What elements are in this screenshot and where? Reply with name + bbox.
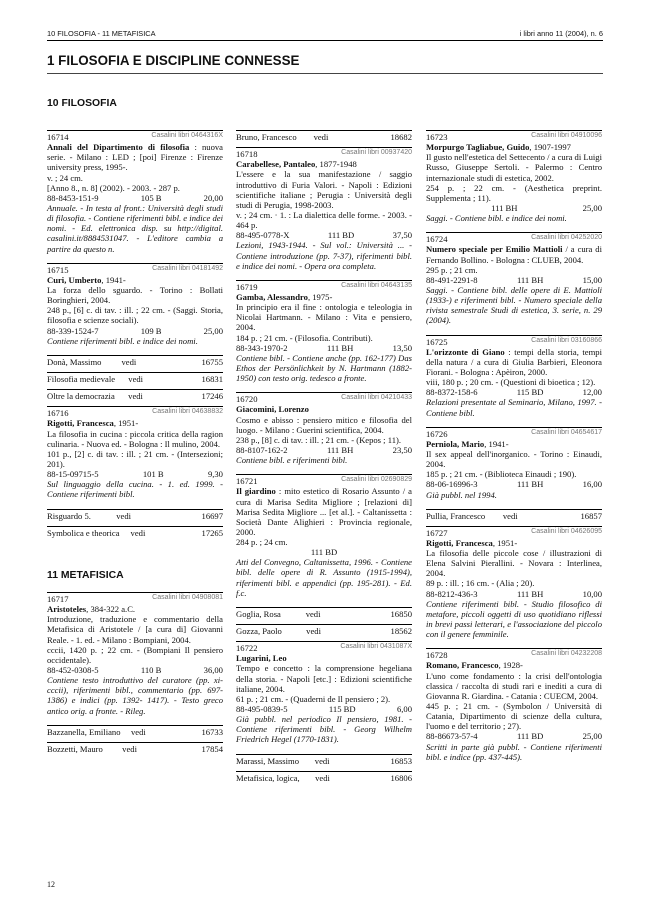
xref-vedi: vedi [116, 510, 132, 521]
xref-number: 18682 [390, 132, 412, 142]
entry-heading [236, 486, 412, 537]
xref-name: Marassi, Massimo [236, 755, 300, 766]
entry-physical: 101 p., [2] c. di tav. : ill. ; 21 cm. - (Intersezioni; 201). [47, 448, 223, 469]
casalini-code: Casalini libri 04252020 [531, 234, 602, 242]
catalog-entry [236, 280, 412, 383]
price: 16,00 [582, 479, 602, 490]
entry-number: 16723 [426, 132, 448, 142]
entry-heading [236, 159, 412, 169]
entry-number: 16722 [236, 643, 258, 654]
entry-note: Saggi. - Contiene bibl. delle opere di E. Mattioli (1933-) e riferimenti bibl. - Numero speciale della rivista semestrale Studi di estetica, 3. serie, n. 29 (2004). [426, 284, 602, 326]
entry-note: Sul linguaggio della cucina. - 1. ed. 1999. - Contiene riferimenti bibl. [47, 479, 223, 500]
cross-reference [47, 509, 223, 526]
isbn: 88-491-2291-8 [426, 274, 478, 285]
entry-body: , 1941- [101, 274, 126, 285]
entry-body: , 384-322 a.C. [86, 604, 136, 615]
entry-note: Lezioni, 1943-1944. - Sul vol.: Università ... - Contiene introduzione (pp. 7-37), riferimenti bibl. e indice dei nomi. - Opera ora completa. [236, 240, 412, 271]
entry-number: 16716 [47, 408, 69, 419]
entry-physical: 248 p., [6] c. di tav. : ill. ; 22 cm. - (Saggi. Storia, filosofia e scienze sociali). [47, 305, 223, 326]
entry-physical: v. ; 24 cm. · 1. : La dialettica delle forme. - 2003. - 464 p. [236, 209, 412, 231]
xref-number: 17265 [201, 527, 223, 538]
xref-number: 16831 [201, 373, 223, 384]
entry-physical: [Anno 8., n. 8] (2002). - 2003. - 287 p. [47, 182, 180, 193]
entry-heading [236, 292, 412, 302]
entry-id-line [236, 394, 412, 404]
xref-vedi: vedi [128, 373, 144, 384]
casalini-code: Casalini libri 04908081 [152, 594, 223, 602]
entry-body: , 1877-1948 [315, 159, 357, 170]
entry-description: L'uno come fondamento : la crisi dell'ontologia classica / raccolta di studi rari e inediti a cura di Giovanna R. Giardina. - Catania : CUECM, 2004. [426, 670, 602, 701]
xref-number: 16857 [580, 510, 602, 521]
entry-description: In principio era il fine : ontologia e teleologia in Nicolai Hartmann. - Milano : Vita e pensiero, 2004. [236, 302, 412, 333]
isbn: 88-8212-436-3 [426, 588, 478, 599]
entry-head: Lugarini, Leo [236, 653, 287, 664]
entry-isbn-line [426, 479, 602, 489]
cross-reference [236, 624, 412, 641]
entry-note: Saggi. - Contiene bibl. e indice dei nomi. [426, 213, 567, 224]
isbn: 88-86673-57-4 [426, 731, 478, 742]
class-code: 101 B [142, 469, 164, 480]
entry-physical: 89 p. : ill. ; 16 cm. - (Alia ; 20). [426, 578, 535, 589]
header-rule [47, 40, 603, 41]
cross-reference [236, 754, 412, 771]
price: 23,50 [392, 444, 412, 455]
catalog-entry [47, 406, 223, 499]
class-code: 110 B [140, 665, 162, 676]
class-code: 111 BH [516, 274, 544, 285]
xref-number: 16850 [390, 608, 412, 619]
entry-number: 16717 [47, 594, 69, 605]
catalog-entry [426, 427, 602, 500]
entry-id-line [236, 476, 412, 486]
entry-id-line [236, 149, 412, 159]
price: 10,00 [582, 588, 602, 599]
catalog-entry [426, 130, 602, 223]
isbn: 88-495-0778-X [236, 230, 290, 241]
entry-head: Annali del Dipartimento di filosofia [47, 142, 190, 153]
casalini-code: Casalini libri 04232208 [531, 650, 602, 658]
column-3 [426, 130, 602, 771]
entry-heading [426, 244, 602, 264]
casalini-code: Casalini libri 04181492 [152, 264, 223, 272]
entry-body: , 1951- [492, 537, 518, 548]
entry-description: Il gusto nell'estetica del Settecento / a cura di Luigi Russo, Giuseppe Sertoli. - Palermo : Centro internazionale studi di estetica, 2002. [426, 152, 602, 183]
entry-physical: cccii, 1420 p. ; 22 cm. - (Bompiani Il pensiero occidentale). [47, 644, 223, 665]
entry-note: Già pubbl. nel periodico Il pensiero, 1981. - Contiene riferimenti bibl. - Georg Wilhelm Friedrich Hegel (1770-1831). [236, 714, 412, 745]
xref-name: Bozzetti, Mauro [47, 743, 103, 754]
price: 25,00 [582, 202, 602, 213]
entry-head: Curi, Umberto [47, 274, 102, 285]
price: 20,00 [203, 192, 223, 203]
price: 36,00 [203, 665, 223, 676]
entry-heading [426, 347, 602, 377]
entry-head: Rigotti, Francesca [47, 418, 114, 429]
isbn: 88-8372-158-6 [426, 387, 478, 398]
isbn: 88-8453-151-9 [47, 192, 99, 203]
entry-note: Atti del Convegno, Caltanissetta, 1996. - Contiene bibl. delle opere di R. Assunto (1915-1994), riferimenti bibl. e appendici (pp. 195-281). - Ed. f.c. [236, 557, 412, 598]
catalog-entry [236, 392, 412, 465]
class-code: 111 BD [310, 547, 338, 558]
entry-heading [426, 439, 602, 449]
entry-physical: 61 p. ; 21 cm. - (Quaderni de Il pensiero ; 2). [236, 693, 391, 704]
xref-name: Metafisica, logica, [236, 772, 300, 783]
entry-number: 16715 [47, 264, 69, 275]
entry-note: Già pubbl. nel 1994. [426, 489, 497, 500]
entry-note: Contiene testo introduttivo del curatore (pp. xi-cccii), riferimenti bibl., commentario (pp. 697-1386) e indici (pp. 1392- 1417). - Testo greco antico orig. a fronte. - Rileg. [47, 675, 223, 716]
casalini-code: Casalini libri 04210433 [341, 394, 412, 402]
catalog-entry [47, 263, 223, 346]
isbn: 88-8107-162-2 [236, 444, 288, 455]
xref-name: Goglia, Rosa [236, 608, 281, 619]
entry-heading [236, 404, 412, 414]
entry-body: , 1907-1997 [529, 142, 571, 153]
entry-id-line [426, 132, 602, 142]
xref-vedi: vedi [502, 510, 518, 521]
entry-isbn-line [236, 343, 412, 353]
class-code: 105 B [140, 192, 162, 203]
xref-name: Donà, Massimo [47, 356, 102, 367]
xref-vedi: vedi [314, 755, 330, 766]
entry-body: : mito estetico di Rosario Assunto / a cura di Marisa Sedita Migliore ; [relazioni di] Marisa Sedita Migliore ... [et al.]. - Caltanissetta : Società Dante Alighieri : Provincia regionale, 2000. [236, 486, 412, 537]
entry-note: Relazioni presentate al Seminario, Milano, 1997. - Contiene bibl. [426, 397, 602, 418]
entry-number: 16724 [426, 234, 448, 245]
casalini-code: Casalini libri 04626095 [531, 527, 602, 535]
entry-head: Romano, Francesco [426, 660, 499, 671]
entry-number: 16726 [426, 428, 448, 439]
class-code: 111 BD [516, 731, 544, 742]
class-code: 115 BD [516, 387, 544, 398]
isbn: 88-343-1970-2 [236, 342, 288, 353]
entry-body: , 1941- [484, 438, 509, 449]
entry-body: / a cura di Fernando Bollino. - Bologna : CLUEB, 2004. [426, 244, 602, 265]
catalog-entry [236, 147, 412, 271]
entry-description: Cosmo e abisso : pensiero mitico e filosofia del luogo. - Milano : Guerini scientifica, 2004. [236, 414, 412, 435]
entry-heading [47, 418, 223, 428]
entry-head: Rigotti, Francesca [426, 537, 493, 548]
entry-description: La forza dello sguardo. - Torino : Bollati Boringhieri, 2004. [47, 284, 223, 306]
entry-body: : tempi della storia, tempi della natura / a cura di Giulia Barbieri, Eleonora Fiorani. - Bologna : Apèiron, 2000. [426, 346, 602, 377]
entry-isbn-line [426, 731, 602, 741]
entry-description: viii, 180 p. ; 20 cm. - (Questioni di bioetica ; 12). [426, 377, 596, 388]
casalini-code: Casalini libri 0464316X [151, 132, 223, 139]
price: 37,50 [392, 230, 412, 241]
entry-id-line [236, 643, 412, 653]
xref-vedi: vedi [130, 527, 146, 538]
entry-physical: 254 p. ; 22 cm. - (Aesthetica preprint. Supplementa ; 11). [426, 182, 602, 203]
xref-name: Gozza, Paolo [236, 626, 282, 637]
entry-heading [47, 142, 223, 172]
isbn: 88-452-0308-5 [47, 665, 99, 676]
entry-physical: 238 p., [8] c. di tav. : ill. ; 21 cm. - (Kepos ; 11). [236, 434, 402, 445]
entry-description: 295 p. ; 21 cm. [426, 264, 478, 275]
entry-isbn-line [236, 547, 412, 557]
entry-isbn-line [47, 326, 223, 336]
entry-number: 16720 [236, 394, 258, 405]
xref-number: 17246 [201, 391, 223, 402]
entry-head: Morpurgo Tagliabue, Guido [426, 142, 530, 153]
entry-head: Perniola, Mario [426, 438, 485, 449]
entry-head: Numero speciale per Emilio Mattioli [426, 244, 563, 255]
entry-note: Contiene riferimenti bibl. e indice dei nomi. [47, 335, 198, 346]
entry-number: 16714 [47, 132, 69, 142]
class-code: 109 B [140, 325, 162, 336]
cross-reference [47, 526, 223, 543]
entry-note: Scritti in parte già pubbl. - Contiene riferimenti bibl. e indice (pp. 437-445). [426, 741, 602, 762]
section-rule [47, 73, 603, 74]
class-code: 111 BH [326, 444, 354, 455]
xref-vedi: vedi [128, 391, 143, 402]
entry-head: Il giardino [236, 486, 276, 497]
xref-name: Pullia, Francesco [426, 510, 486, 521]
catalog-entry [426, 335, 602, 418]
entry-body: , 1975- [307, 291, 333, 302]
entry-heading [426, 660, 602, 670]
entry-physical: 445 p. ; 21 cm. - (Symbolon / Università di Catania, Dipartimento di scienze della cultura, l'uomo e del territorio ; 27). [426, 701, 602, 732]
price: 13,50 [392, 342, 412, 353]
entry-note: Annuale. - In testa al front.: Università degli studi di filosofia. - Contiene riferimenti bibl. e indice dei nomi. - Ed. elettronica disp. su http://digital. casalini.it/8884531047. - L'editore cambia a partire da questo n. [47, 202, 223, 254]
entry-description: 284 p. ; 24 cm. [236, 537, 288, 548]
casalini-code: Casalini libri 00937420 [341, 149, 412, 157]
cross-reference [236, 130, 412, 147]
catalog-entry [236, 641, 412, 744]
entry-body: : nuova serie. - Milano : LED ; [poi] Firenze : Firenze university press, 1995-. [47, 142, 223, 173]
column-1 [47, 130, 223, 759]
entry-description: Il sex appeal dell'inorganico. - Torino : Einaudi, 2004. [426, 448, 602, 470]
entry-isbn-line [236, 704, 412, 714]
cross-reference [47, 372, 223, 389]
xref-vedi: vedi [315, 772, 330, 783]
entry-description: La filosofia in cucina : piccola critica della ragion culinaria. - Nuova ed. - Bologna : Il mulino, 2004. [47, 428, 223, 449]
entry-physical: 185 p. ; 21 cm. - (Biblioteca Einaudi ; 190). [426, 469, 577, 480]
entry-physical: 184 p. ; 21 cm. - (Filosofia. Contributi). [236, 332, 373, 343]
entry-isbn-line [426, 275, 602, 285]
subsection-10-title: 10 FILOSOFIA [47, 98, 117, 109]
entry-heading [426, 142, 602, 152]
casalini-code: Casalini libri 03160866 [531, 336, 602, 344]
price: 25,00 [582, 731, 602, 742]
entry-number: 16727 [426, 527, 448, 538]
column-2 [236, 130, 412, 788]
section-title: 1 FILOSOFIA E DISCIPLINE CONNESSE [47, 53, 300, 68]
catalog-entry [236, 474, 412, 598]
entry-description: La filosofia delle piccole cose / illustrazioni di Elena Salvini Pierallini. - Novara : Interlinea, 2004. [426, 548, 602, 579]
price: 9,30 [207, 469, 223, 480]
entry-note: Contiene bibl. - Contiene anche (pp. 162-177) Das Ethos der Persönlichkeit by N. Hartmann (1882-1950) con testo orig. tedesco a fronte. [236, 352, 412, 384]
cross-reference [236, 771, 412, 788]
entry-id-line [426, 528, 602, 538]
entry-heading [47, 275, 223, 285]
cross-reference [47, 389, 223, 406]
catalog-entry [426, 232, 602, 325]
xref-number: 16853 [390, 755, 412, 766]
entry-head: Aristoteles [47, 604, 87, 615]
xref-vedi: vedi [313, 132, 329, 142]
entry-isbn-line [426, 387, 602, 397]
class-code: 111 BD [327, 230, 355, 241]
entry-isbn-line [47, 469, 223, 479]
xref-name: Filosofia medievale [47, 373, 116, 384]
xref-number: 18562 [390, 626, 412, 637]
xref-vedi: vedi [122, 743, 137, 754]
entry-number: 16728 [426, 650, 448, 661]
entry-id-line [47, 594, 223, 604]
entry-description: Tempo e concetto : la comprensione hegeliana della storia. - Napoli [etc.] : Edizioni scientifiche italiane, 2004. [236, 663, 412, 694]
entry-head: Giacomini, Lorenzo [236, 404, 309, 415]
entry-head: Gamba, Alessandro [236, 291, 308, 302]
entry-head: Carabellese, Pantaleo [236, 159, 316, 170]
xref-number: 16755 [201, 356, 223, 367]
isbn: 88-15-09715-5 [47, 469, 99, 480]
entry-isbn-line [426, 589, 602, 599]
entry-heading [236, 653, 412, 663]
entry-id-line [426, 650, 602, 660]
casalini-code: Casalini libri 04643135 [341, 281, 412, 289]
isbn: 88-06-16996-3 [426, 479, 478, 490]
catalog-entry [47, 130, 223, 254]
entry-body: , 1951- [113, 418, 139, 429]
casalini-code: Casalini libri 04910096 [531, 132, 602, 139]
xref-number: 16697 [201, 510, 223, 521]
catalog-entry [426, 526, 602, 640]
casalini-code: Casalini libri 0431087X [340, 643, 412, 651]
entry-note: Contiene riferimenti bibl. - Studio filosofico di metafore, piccoli oggetti di uso quotidiano riflessi in brevi passi letterari, e l'associazione del piccolo con il genere femminile. [426, 598, 602, 640]
entry-isbn-line [426, 203, 602, 213]
entry-id-line [426, 337, 602, 347]
entry-number: 16721 [236, 476, 258, 487]
class-code: 111 BH [516, 588, 544, 599]
isbn: 88-339-1524-7 [47, 325, 99, 336]
entry-heading [426, 538, 602, 548]
xref-name: Bruno, Francesco [236, 132, 297, 142]
catalog-entry [47, 592, 223, 716]
class-code: 111 BH [516, 479, 544, 490]
entry-number: 16725 [426, 336, 448, 347]
entry-note: Contiene bibl. e riferimenti bibl. [236, 455, 348, 466]
price: 25,00 [203, 325, 223, 336]
casalini-code: Casalini libri 04638832 [152, 408, 223, 416]
class-code: 115 BD [328, 704, 356, 715]
entry-id-line [47, 132, 223, 142]
isbn: 88-495-0839-5 [236, 704, 288, 715]
entry-id-line [426, 429, 602, 439]
cross-reference [426, 509, 602, 526]
price: 15,00 [582, 274, 602, 285]
xref-name: Oltre la democrazia [47, 391, 115, 402]
xref-vedi: vedi [131, 726, 146, 737]
entry-isbn-line [236, 445, 412, 455]
entry-number: 16719 [236, 281, 258, 292]
xref-vedi: vedi [121, 356, 137, 367]
entry-isbn-line [47, 193, 223, 203]
casalini-code: Casalini libri 02690829 [341, 476, 412, 484]
catalog-entry [426, 648, 602, 762]
entry-isbn-line [47, 665, 223, 675]
cross-reference [47, 725, 223, 742]
entry-id-line [426, 234, 602, 244]
casalini-code: Casalini libri 04654617 [531, 428, 602, 436]
price: 6,00 [396, 704, 412, 715]
cross-reference [47, 355, 223, 372]
entry-body: , 1928- [498, 660, 523, 671]
xref-name: Risguardo 5. [47, 510, 91, 521]
cross-reference [47, 742, 223, 759]
subsection-11-title: 11 METAFISICA [47, 569, 124, 581]
running-head-right: i libri anno 11 (2004), n. 6 [519, 29, 603, 38]
entry-id-line [236, 282, 412, 292]
xref-vedi: vedi [305, 608, 321, 619]
xref-name: Bazzanella, Emiliano [47, 726, 121, 737]
entry-description: v. ; 24 cm. [47, 172, 83, 183]
xref-number: 16806 [390, 772, 412, 783]
page-number: 12 [47, 880, 55, 889]
entry-id-line [47, 265, 223, 275]
class-code: 111 BH [491, 202, 518, 213]
entry-id-line [47, 408, 223, 418]
running-head-left: 10 FILOSOFIA - 11 METAFISICA [47, 29, 156, 38]
class-code: 111 BH [326, 342, 354, 353]
entry-head: L'orizzonte di Giano [426, 346, 505, 357]
entry-description: Introduzione, traduzione e commentario della Metafisica di Aristotele / [a cura di] Giovanni Reale. - 1. ed. - Milano : Bompiani, 2004. [47, 614, 223, 645]
xref-name: Symbolica e theorica [47, 527, 120, 538]
entry-number: 16718 [236, 149, 258, 160]
xref-number: 17854 [201, 743, 223, 754]
entry-description: L'essere e la sua manifestazione / saggio introduttivo di Furia Valori. - Napoli : Edizioni scientifiche italiane ; Perugia : Università degli studi di Perugia, 1998-2003. [236, 169, 412, 210]
price: 12,00 [582, 387, 602, 398]
xref-number: 16733 [201, 726, 223, 737]
entry-isbn-line [236, 230, 412, 240]
entry-heading [47, 604, 223, 614]
xref-vedi: vedi [306, 626, 321, 637]
cross-reference [236, 607, 412, 624]
